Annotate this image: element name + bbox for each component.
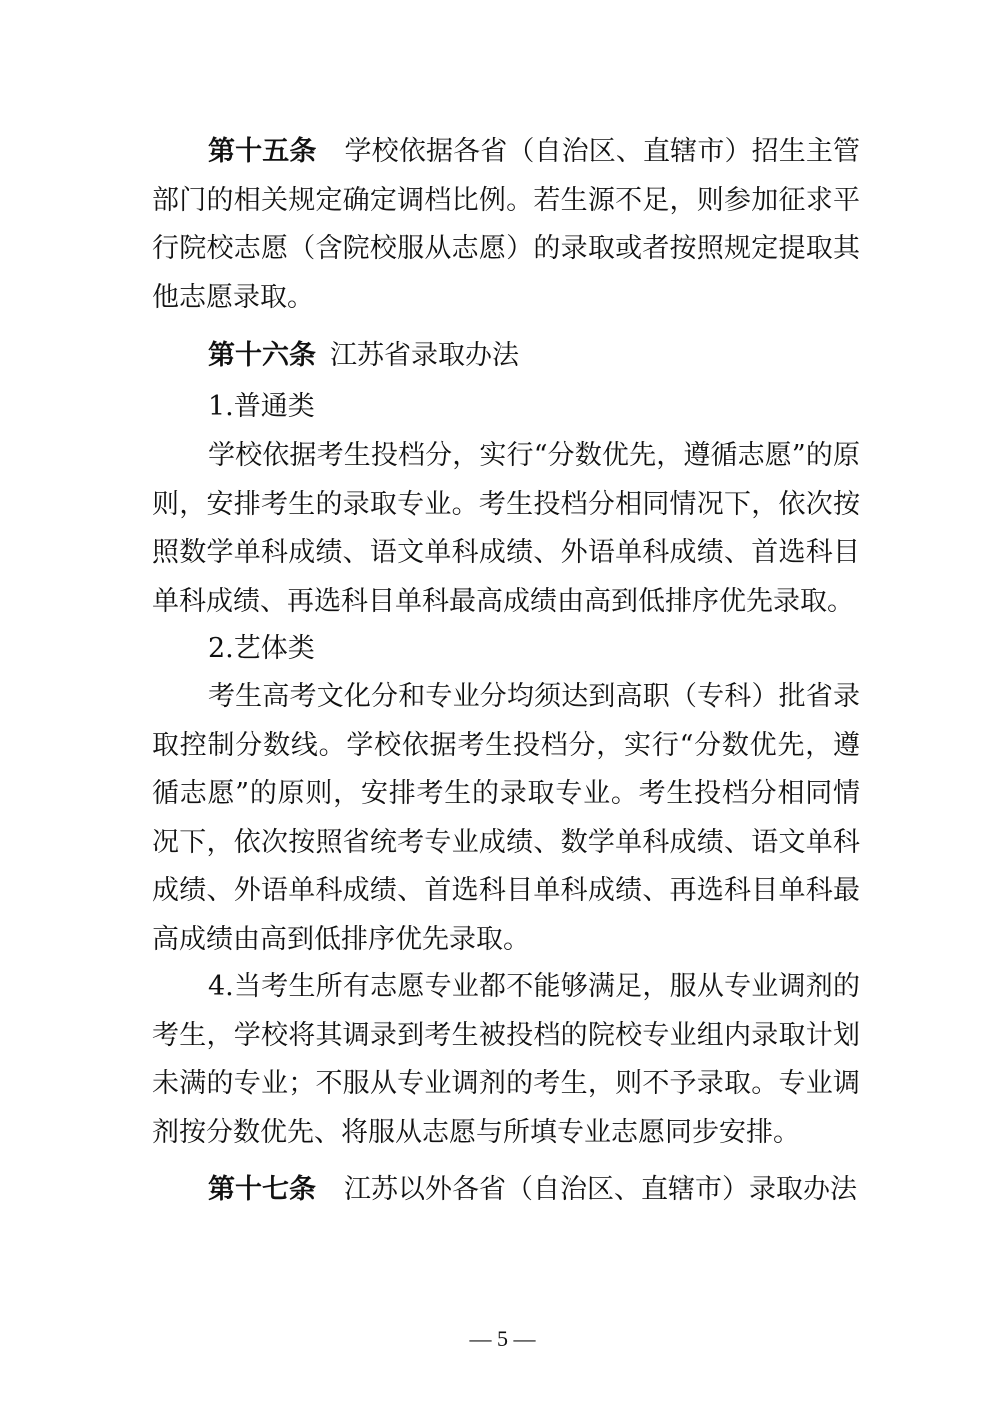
article-17-paragraph bbox=[152, 1166, 860, 1215]
article-16-paragraph bbox=[152, 332, 860, 381]
section-1-title: 1.普通类 bbox=[208, 391, 315, 422]
section-2-text: 考生高考文化分和专业分均须达到高职（专科）批省录取控制分数线。学校依据考生投档分，实行“分数优先，遵循志愿”的原则，安排考生的录取专业。考生投档分相同情况下，依次按照省统考专业成绩、数学单科成绩、语文单科成绩、外语单科成绩、首选科目单科成绩、再选科目单科最高成绩由高到低排序优先录取。 bbox=[152, 681, 860, 955]
article-17-text: 江苏以外各省（自治区、直辖市）录取办法 bbox=[344, 1174, 857, 1205]
article-16-text: 江苏省录取办法 bbox=[330, 340, 519, 371]
article-15-heading: 第十五条 bbox=[208, 136, 317, 167]
article-16-heading: 第十六条 bbox=[208, 340, 316, 371]
page-number: — 5 — bbox=[469, 1326, 536, 1351]
article-17-heading: 第十七条 bbox=[208, 1174, 316, 1205]
article-15-paragraph bbox=[152, 128, 860, 322]
section-1-text: 学校依据考生投档分，实行“分数优先，遵循志愿”的原则，安排考生的录取专业。考生投档分相同情况下，依次按照数学单科成绩、语文单科成绩、外语单科成绩、首选科目单科成绩、再选科目单科最高成绩由高到低排序优先录取。 bbox=[152, 440, 860, 617]
article-15-text: 学校依据各省（自治区、直辖市）招生主管部门的相关规定确定调档比例。若生源不足，则参加征求平行院校志愿（含院校服从志愿）的录取或者按照规定提取其他志愿录取。 bbox=[152, 136, 861, 313]
section-4-text: 4.当考生所有志愿专业都不能够满足，服从专业调剂的考生，学校将其调录到考生被投档的院校专业组内录取计划未满的专业；不服从专业调剂的考生，则不予录取。专业调剂按分数优先、将服从志愿与所填专业志愿同步安排。 bbox=[152, 971, 860, 1148]
section-2-title: 2.艺体类 bbox=[208, 633, 315, 664]
